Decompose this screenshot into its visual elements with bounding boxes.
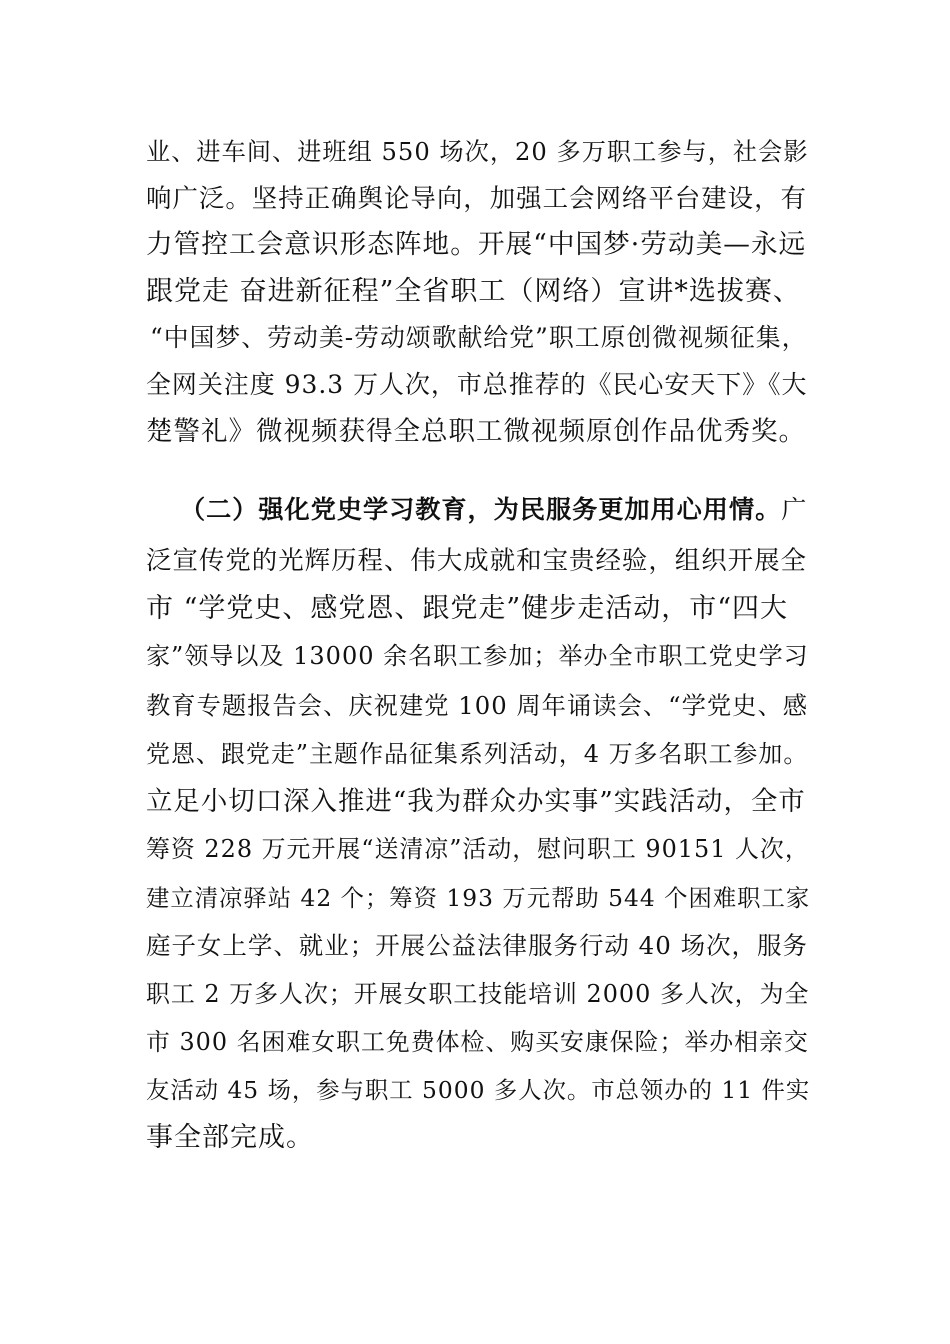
text-line: 市 300 名困难女职工免费体检、购买安康保险；举办相亲交 xyxy=(146,1028,809,1056)
text-line: 立足小切口深入推进“我为群众办实事”实践活动，全市 xyxy=(146,786,806,817)
text-line: 家”领导以及 13000 余名职工参加；举办全市职工党史学习 xyxy=(146,642,809,670)
text-line: 市 “学党史、感党恩、跟党走”健步走活动，市“四大 xyxy=(146,593,788,624)
text-line: 党恩、跟党走”主题作品征集系列活动，4 万多名职工参加。 xyxy=(146,740,809,768)
paragraph-2-first-line xyxy=(180,493,807,526)
text-line: 建立清凉驿站 42 个；筹资 193 万元帮助 544 个困难职工家 xyxy=(146,884,811,912)
text-line: 业、进车间、进班组 550 场次，20 多万职工参与，社会影 xyxy=(146,138,809,166)
text-line: 力管控工会意识形态阵地。开展“中国梦·劳动美—永远 xyxy=(146,229,807,260)
text-line: 泛宣传党的光辉历程、伟大成就和宝贵经验，组织开展全 xyxy=(146,546,807,576)
text-line: 响广泛。坚持正确舆论导向，加强工会网络平台建设，有 xyxy=(146,184,807,214)
text-fragment: 广 xyxy=(781,495,808,524)
text-line: 楚警礼》微视频获得全总职工微视频原创作品优秀奖。 xyxy=(146,416,806,447)
section-heading: （二）强化党史学习教育，为民服务更加用心用情。 xyxy=(180,494,782,524)
text-line: “中国梦、劳动美-劳动颂歌献给党”职工原创微视频征集， xyxy=(150,323,808,352)
text-line: 事全部完成。 xyxy=(146,1122,314,1153)
text-line: 全网关注度 93.3 万人次，市总推荐的《民心安天下》《大 xyxy=(146,370,808,399)
text-line: 跟党走 奋进新征程”全省职工（网络）宣讲*选拔赛、 xyxy=(146,276,801,307)
text-line: 职工 2 万多人次；开展女职工技能培训 2000 多人次，为全 xyxy=(146,980,810,1008)
text-line: 筹资 228 万元开展“送清凉”活动，慰问职工 90151 人次， xyxy=(146,835,810,863)
text-line: 教育专题报告会、庆祝建党 100 周年诵读会、“学党史、感 xyxy=(146,691,809,720)
text-line: 友活动 45 场，参与职工 5000 多人次。市总领办的 11 件实 xyxy=(146,1076,811,1104)
text-line: 庭子女上学、就业；开展公益法律服务行动 40 场次，服务 xyxy=(146,931,808,960)
